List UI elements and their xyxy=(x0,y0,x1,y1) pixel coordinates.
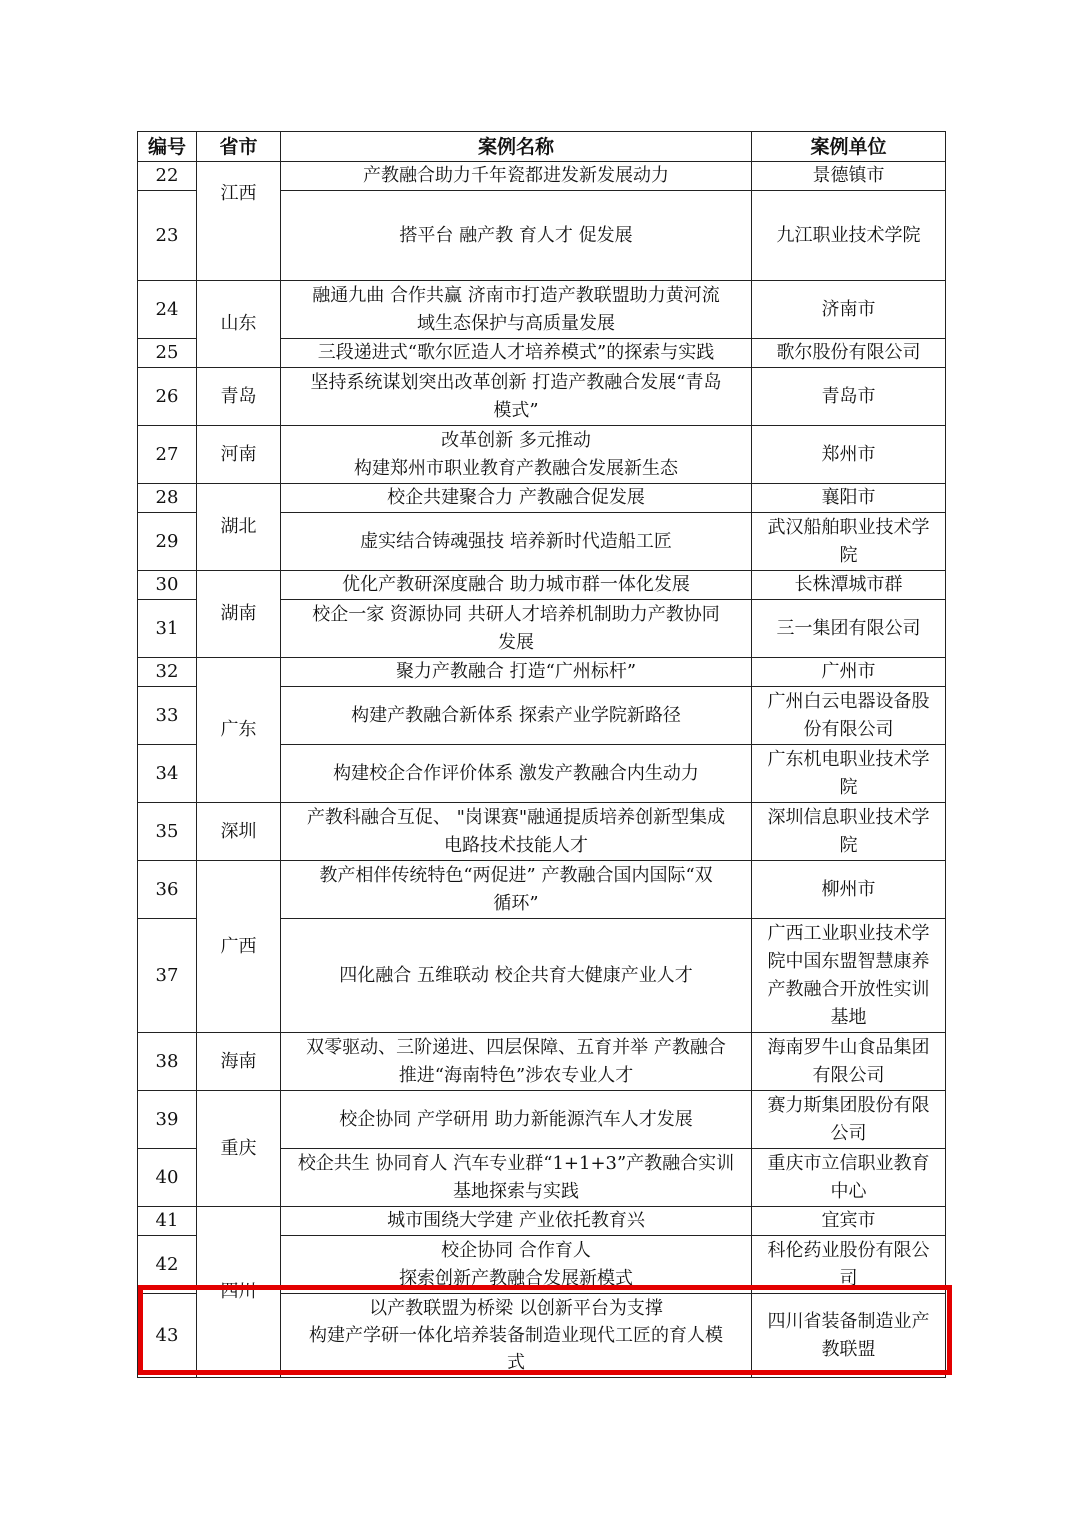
case-name: 以产教联盟为桥梁 以创新平台为支撑 构建产学研一体化培养装备制造业现代工匠的育人模 式 xyxy=(281,1294,752,1378)
province-cell: 河南 xyxy=(197,426,281,484)
case-name: 坚持系统谋划突出改革创新 打造产教融合发展“青岛 模式” xyxy=(281,368,752,426)
case-name: 搭平台 融产教 育人才 促发展 xyxy=(281,191,752,281)
row-number: 31 xyxy=(138,600,197,658)
case-unit: 济南市 xyxy=(752,281,946,339)
case-unit: 郑州市 xyxy=(752,426,946,484)
row-number: 29 xyxy=(138,513,197,571)
row-number: 24 xyxy=(138,281,197,339)
row-number: 25 xyxy=(138,339,197,368)
case-name: 校企协同 合作育人 探索创新产教融合发展新模式 xyxy=(281,1236,752,1294)
row-number: 36 xyxy=(138,861,197,919)
table-row xyxy=(138,658,946,687)
row-number: 23 xyxy=(138,191,197,281)
province-cell: 湖北 xyxy=(197,484,281,571)
case-unit: 广州白云电器设备股 份有限公司 xyxy=(752,687,946,745)
row-number: 26 xyxy=(138,368,197,426)
row-number: 35 xyxy=(138,803,197,861)
case-name: 三段递进式“歌尔匠造人才培养模式”的探索与实践 xyxy=(281,339,752,368)
case-name: 校企协同 产学研用 助力新能源汽车人才发展 xyxy=(281,1091,752,1149)
case-unit: 广西工业职业技术学 院中国东盟智慧康养 产教融合开放性实训 基地 xyxy=(752,919,946,1033)
province-cell: 青岛 xyxy=(197,368,281,426)
table-row xyxy=(138,861,946,919)
case-unit: 赛力斯集团股份有限 公司 xyxy=(752,1091,946,1149)
row-number: 40 xyxy=(138,1149,197,1207)
province-cell: 四川 xyxy=(197,1207,281,1378)
table-row xyxy=(138,803,946,861)
case-name: 城市围绕大学建 产业依托教育兴 xyxy=(281,1207,752,1236)
province-cell: 深圳 xyxy=(197,803,281,861)
province-cell: 广东 xyxy=(197,658,281,803)
case-name: 校企共建聚合力 产教融合促发展 xyxy=(281,484,752,513)
case-table xyxy=(137,131,946,1378)
case-name: 构建校企合作评价体系 激发产教融合内生动力 xyxy=(281,745,752,803)
case-name: 虚实结合铸魂强技 培养新时代造船工匠 xyxy=(281,513,752,571)
case-unit: 青岛市 xyxy=(752,368,946,426)
row-number: 33 xyxy=(138,687,197,745)
header-number: 编号 xyxy=(138,132,197,162)
province-cell: 重庆 xyxy=(197,1091,281,1207)
province-cell: 湖南 xyxy=(197,571,281,658)
province-cell: 山东 xyxy=(197,281,281,368)
header-case-name: 案例名称 xyxy=(281,132,752,162)
table-row xyxy=(138,368,946,426)
case-name: 优化产教研深度融合 助力城市群一体化发展 xyxy=(281,571,752,600)
province-cell: 海南 xyxy=(197,1033,281,1091)
table-row xyxy=(138,484,946,513)
row-number: 39 xyxy=(138,1091,197,1149)
case-name: 产教科融合互促、 "岗课赛"融通提质培养创新型集成 电路技术技能人才 xyxy=(281,803,752,861)
case-unit: 长株潭城市群 xyxy=(752,571,946,600)
case-name: 四化融合 五维联动 校企共育大健康产业人才 xyxy=(281,919,752,1033)
header-case-unit: 案例单位 xyxy=(752,132,946,162)
case-unit: 重庆市立信职业教育 中心 xyxy=(752,1149,946,1207)
province-cell: 江西 xyxy=(197,162,281,281)
case-unit: 歌尔股份有限公司 xyxy=(752,339,946,368)
case-name: 教产相伴传统特色“两促进” 产教融合国内国际“双 循环” xyxy=(281,861,752,919)
case-unit: 科伦药业股份有限公 司 xyxy=(752,1236,946,1294)
case-unit: 深圳信息职业技术学 院 xyxy=(752,803,946,861)
province-cell: 广西 xyxy=(197,861,281,1033)
case-unit: 海南罗牛山食品集团 有限公司 xyxy=(752,1033,946,1091)
case-unit: 武汉船舶职业技术学 院 xyxy=(752,513,946,571)
row-number: 32 xyxy=(138,658,197,687)
case-name: 融通九曲 合作共赢 济南市打造产教联盟助力黄河流 域生态保护与高质量发展 xyxy=(281,281,752,339)
header-province: 省市 xyxy=(197,132,281,162)
table-row xyxy=(138,1033,946,1091)
row-number: 27 xyxy=(138,426,197,484)
row-number: 22 xyxy=(138,162,197,191)
table-row xyxy=(138,1207,946,1236)
case-name: 双零驱动、三阶递进、四层保障、五育并举 产教融合 推进“海南特色”涉农专业人才 xyxy=(281,1033,752,1091)
case-unit: 宜宾市 xyxy=(752,1207,946,1236)
case-unit: 九江职业技术学院 xyxy=(752,191,946,281)
row-number: 41 xyxy=(138,1207,197,1236)
case-unit: 三一集团有限公司 xyxy=(752,600,946,658)
header-row xyxy=(138,132,946,162)
table-row xyxy=(138,426,946,484)
case-unit: 广州市 xyxy=(752,658,946,687)
case-unit: 景德镇市 xyxy=(752,162,946,191)
case-name: 构建产教融合新体系 探索产业学院新路径 xyxy=(281,687,752,745)
row-number: 37 xyxy=(138,919,197,1033)
case-unit: 广东机电职业技术学 院 xyxy=(752,745,946,803)
case-name: 产教融合助力千年瓷都进发新发展动力 xyxy=(281,162,752,191)
table-row xyxy=(138,281,946,339)
table-row xyxy=(138,571,946,600)
row-number: 28 xyxy=(138,484,197,513)
case-name: 聚力产教融合 打造“广州标杆” xyxy=(281,658,752,687)
case-unit: 四川省装备制造业产 教联盟 xyxy=(752,1294,946,1378)
case-name: 校企一家 资源协同 共研人才培养机制助力产教协同 发展 xyxy=(281,600,752,658)
case-unit: 柳州市 xyxy=(752,861,946,919)
row-number: 43 xyxy=(138,1294,197,1378)
row-number: 34 xyxy=(138,745,197,803)
row-number: 38 xyxy=(138,1033,197,1091)
row-number: 30 xyxy=(138,571,197,600)
table-row xyxy=(138,162,946,191)
table-row xyxy=(138,1091,946,1149)
case-name: 改革创新 多元推动 构建郑州市职业教育产教融合发展新生态 xyxy=(281,426,752,484)
row-number: 42 xyxy=(138,1236,197,1294)
case-unit: 襄阳市 xyxy=(752,484,946,513)
case-name: 校企共生 协同育人 汽车专业群“1+1+3”产教融合实训 基地探索与实践 xyxy=(281,1149,752,1207)
